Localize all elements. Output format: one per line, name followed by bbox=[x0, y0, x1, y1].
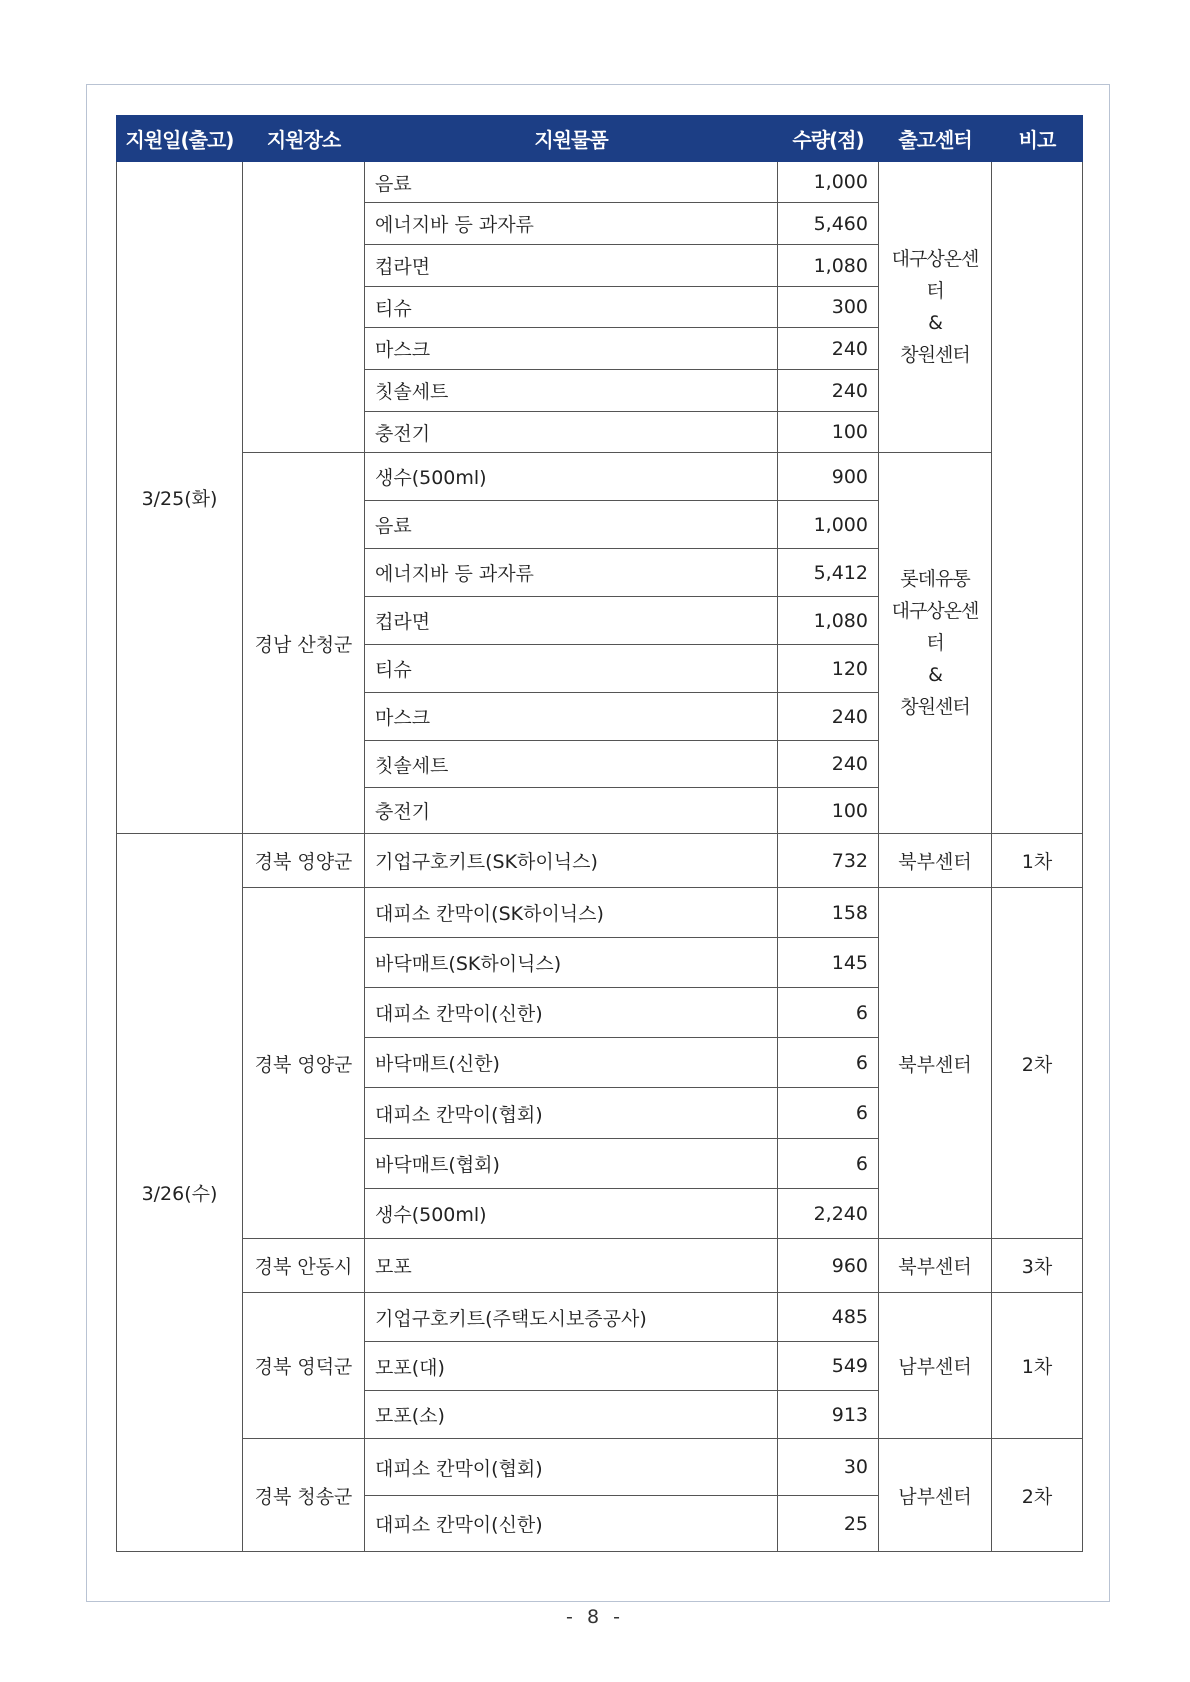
item-cell: 대피소 칸막이(신한) bbox=[365, 988, 778, 1038]
item-cell: 대피소 칸막이(SK하이닉스) bbox=[365, 888, 778, 938]
header-place: 지원장소 bbox=[243, 116, 365, 162]
qty-cell: 100 bbox=[778, 412, 879, 453]
item-cell: 바닥매트(협회) bbox=[365, 1139, 778, 1189]
qty-cell: 240 bbox=[778, 693, 879, 741]
item-cell: 기업구호키트(SK하이닉스) bbox=[365, 834, 778, 888]
qty-cell: 6 bbox=[778, 1088, 879, 1139]
center-cell bbox=[879, 162, 992, 453]
item-cell: 컵라면 bbox=[365, 245, 778, 287]
item-cell: 생수(500ml) bbox=[365, 453, 778, 501]
table-row bbox=[117, 1293, 1083, 1342]
qty-cell: 120 bbox=[778, 645, 879, 693]
qty-cell: 30 bbox=[778, 1439, 879, 1496]
remark-cell: 3차 bbox=[992, 1239, 1083, 1293]
date-cell: 3/25(화) bbox=[117, 162, 243, 834]
item-cell: 기업구호키트(주택도시보증공사) bbox=[365, 1293, 778, 1342]
qty-cell: 5,412 bbox=[778, 549, 879, 597]
center-cell: 북부센터 bbox=[879, 888, 992, 1239]
item-cell: 음료 bbox=[365, 501, 778, 549]
table-row bbox=[117, 888, 1083, 938]
table-row bbox=[117, 453, 1083, 501]
qty-cell: 1,000 bbox=[778, 162, 879, 203]
item-cell: 칫솔세트 bbox=[365, 370, 778, 412]
item-cell: 바닥매트(신한) bbox=[365, 1038, 778, 1088]
qty-cell: 300 bbox=[778, 287, 879, 328]
place-cell: 경북 안동시 bbox=[243, 1239, 365, 1293]
item-cell: 대피소 칸막이(협회) bbox=[365, 1088, 778, 1139]
qty-cell: 240 bbox=[778, 328, 879, 370]
table-row bbox=[117, 834, 1083, 888]
table-header-row bbox=[117, 116, 1083, 162]
place-cell: 경북 영양군 bbox=[243, 888, 365, 1239]
item-cell: 에너지바 등 과자류 bbox=[365, 203, 778, 245]
header-item: 지원물품 bbox=[365, 116, 778, 162]
qty-cell: 549 bbox=[778, 1342, 879, 1391]
item-cell: 바닥매트(SK하이닉스) bbox=[365, 938, 778, 988]
item-cell: 충전기 bbox=[365, 788, 778, 834]
center-text: 롯데유통 대구상온센터 & 창원센터 bbox=[891, 568, 979, 718]
center-cell: 남부센터 bbox=[879, 1439, 992, 1552]
item-cell: 대피소 칸막이(협회) bbox=[365, 1439, 778, 1496]
center-cell: 북부센터 bbox=[879, 834, 992, 888]
item-cell: 티슈 bbox=[365, 287, 778, 328]
qty-cell: 240 bbox=[778, 370, 879, 412]
page-number: - 8 - bbox=[566, 1606, 624, 1628]
qty-cell: 6 bbox=[778, 1139, 879, 1189]
table-row bbox=[117, 1439, 1083, 1496]
header-date: 지원일(출고) bbox=[117, 116, 243, 162]
remark-cell: 2차 bbox=[992, 1439, 1083, 1552]
qty-cell: 6 bbox=[778, 1038, 879, 1088]
item-cell: 칫솔세트 bbox=[365, 741, 778, 788]
item-cell: 충전기 bbox=[365, 412, 778, 453]
qty-cell: 1,080 bbox=[778, 245, 879, 287]
item-cell: 음료 bbox=[365, 162, 778, 203]
table-row bbox=[117, 1239, 1083, 1293]
item-cell: 마스크 bbox=[365, 328, 778, 370]
qty-cell: 158 bbox=[778, 888, 879, 938]
qty-cell: 1,000 bbox=[778, 501, 879, 549]
place-cell: 경북 영양군 bbox=[243, 834, 365, 888]
item-cell: 대피소 칸막이(신한) bbox=[365, 1496, 778, 1552]
place-cell: 경남 산청군 bbox=[243, 453, 365, 834]
center-cell: 북부센터 bbox=[879, 1239, 992, 1293]
place-cell: 경북 청송군 bbox=[243, 1439, 365, 1552]
date-cell: 3/26(수) bbox=[117, 834, 243, 1552]
item-cell: 티슈 bbox=[365, 645, 778, 693]
header-qty: 수량(점) bbox=[778, 116, 879, 162]
item-cell: 마스크 bbox=[365, 693, 778, 741]
item-cell: 에너지바 등 과자류 bbox=[365, 549, 778, 597]
qty-cell: 485 bbox=[778, 1293, 879, 1342]
center-text: 대구상온센터 & 창원센터 bbox=[891, 248, 979, 366]
item-cell: 모포 bbox=[365, 1239, 778, 1293]
qty-cell: 6 bbox=[778, 988, 879, 1038]
qty-cell: 2,240 bbox=[778, 1189, 879, 1239]
qty-cell: 5,460 bbox=[778, 203, 879, 245]
header-center: 출고센터 bbox=[879, 116, 992, 162]
table-row bbox=[117, 162, 1083, 203]
qty-cell: 1,080 bbox=[778, 597, 879, 645]
place-cell bbox=[243, 162, 365, 453]
qty-cell: 732 bbox=[778, 834, 879, 888]
support-items-table bbox=[116, 115, 1083, 1552]
item-cell: 모포(대) bbox=[365, 1342, 778, 1391]
item-cell: 컵라면 bbox=[365, 597, 778, 645]
remark-cell: 1차 bbox=[992, 1293, 1083, 1439]
header-remark: 비고 bbox=[992, 116, 1083, 162]
qty-cell: 25 bbox=[778, 1496, 879, 1552]
qty-cell: 960 bbox=[778, 1239, 879, 1293]
qty-cell: 913 bbox=[778, 1391, 879, 1439]
center-cell bbox=[879, 453, 992, 834]
item-cell: 모포(소) bbox=[365, 1391, 778, 1439]
remark-cell: 2차 bbox=[992, 888, 1083, 1239]
remark-cell bbox=[992, 162, 1083, 834]
qty-cell: 145 bbox=[778, 938, 879, 988]
qty-cell: 100 bbox=[778, 788, 879, 834]
center-cell: 남부센터 bbox=[879, 1293, 992, 1439]
remark-cell: 1차 bbox=[992, 834, 1083, 888]
place-cell: 경북 영덕군 bbox=[243, 1293, 365, 1439]
qty-cell: 240 bbox=[778, 741, 879, 788]
qty-cell: 900 bbox=[778, 453, 879, 501]
item-cell: 생수(500ml) bbox=[365, 1189, 778, 1239]
